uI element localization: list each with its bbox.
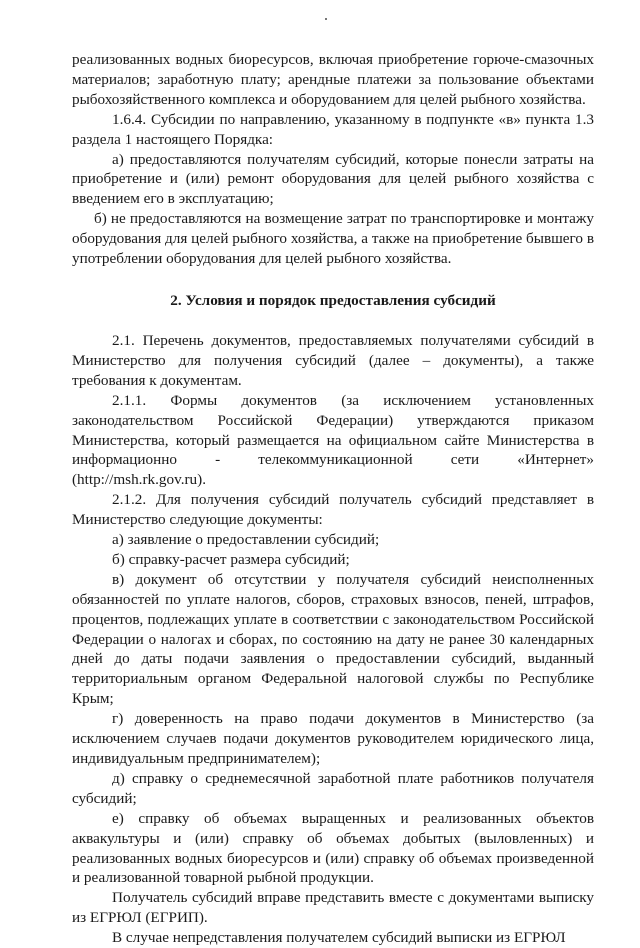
list-item-doc-d: д) справку о среднемесячной заработной плате работников получателя субсидий;	[72, 769, 594, 807]
paragraph-1-6-4-b: б) не предоставляются на возмещение затрат по транспортировке и монтажу оборудования для целей рыбного хозяйства, а также на приобретение бывшего в употреблении оборудования для целей рыбного хозяйства.	[72, 210, 594, 268]
list-item-doc-b: б) справку-расчет размера субсидий;	[112, 550, 350, 568]
paragraph-2-1-2: 2.1.2. Для получения субсидий получатель субсидий представляет в Министерство следующие документы:	[72, 491, 594, 529]
list-item-doc-a: а) заявление о предоставлении субсидий;	[112, 531, 380, 549]
section-heading: 2. Условия и порядок предоставления субсидий	[170, 291, 496, 309]
paragraph-2-1: 2.1. Перечень документов, предоставляемых получателями субсидий в Министерство для получения субсидий (далее – документы), а также требования к документам.	[72, 331, 594, 389]
paragraph-1-6-4: 1.6.4. Субсидии по направлению, указанному в подпункте «в» пункта 1.3 раздела 1 настоящего Порядка:	[72, 110, 594, 148]
list-item-doc-v: в) документ об отсутствии у получателя субсидий неисполненных обязанностей по уплате налогов, сборов, страховых взносов, пеней, штрафов, процентов, подлежащих уплате в соответствии с законодательством Российской Федерации о налогах и сборах, по состоянию на дату не ранее 30 календарных дней до даты подачи заявления о предоставлении субсидий, выданный территориальным органом Федеральной налоговой службы по Республике Крым;	[72, 570, 594, 708]
paragraph-1-6-4-a: а) предоставляются получателям субсидий, которые понесли затраты на приобретение и (или) ремонт оборудования для целей рыбного хозяйства с введением его в эксплуатацию;	[72, 150, 594, 208]
paragraph-continuation: реализованных водных биоресурсов, включая приобретение горюче-смазочных материалов; заработную плату; арендные платежи за пользование объектами рыбохозяйственного комплекса и оборудованием для целей рыбного хозяйства.	[72, 51, 594, 108]
list-item-doc-e: е) справку об объемах выращенных и реализованных объектов аквакультуры и (или) справку об объемах добытых (выловленных) и реализованных водных биоресурсов и (или) справку об объемах произведенной и реализованной товарной рыбной продукции.	[72, 809, 594, 887]
spacer	[72, 269, 594, 291]
list-item-doc-g: г) доверенность на право подачи документов в Министерство (за исключением случаев подачи документов руководителем юридического лица, индивидуальным предпринимателем);	[72, 710, 594, 767]
paragraph-egrul-2: В случае непредставления получателем субсидий выписки из ЕГРЮЛ	[112, 929, 566, 947]
scan-speck	[325, 18, 327, 20]
paragraph-2-1-1: 2.1.1. Формы документов (за исключением установленных законодательством Российской Федерации) утверждаются приказом Министерства, который размещается на официальном сайте Министерства в информационно - телекоммуникационной сети «Интернет» (http://msh.rk.gov.ru).	[72, 391, 594, 489]
spacer	[72, 311, 594, 331]
paragraph-egrul-1: Получатель субсидий вправе представить вместе с документами выписку из ЕГРЮЛ (ЕГРИП).	[72, 889, 594, 927]
document-page	[72, 50, 594, 948]
